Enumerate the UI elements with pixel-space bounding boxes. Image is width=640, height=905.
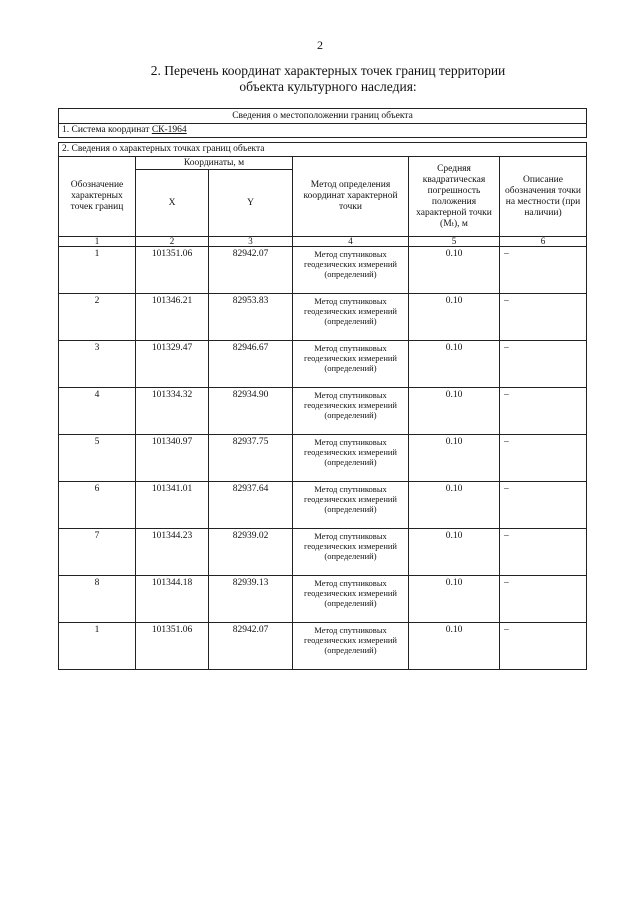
column-numbers-row [59,237,587,247]
cell-description: – [500,529,587,576]
table-row [59,341,587,388]
cell-point: 1 [59,247,136,294]
cell-error: 0.10 [409,294,500,341]
cell-method: Метод спутниковых геодезических измерений (определений) [293,388,409,435]
column-number: 6 [500,237,587,247]
points-section-title: 2. Сведения о характерных точках границ объекта [59,143,587,157]
cell-y: 82937.75 [209,435,293,482]
title-line-1: 2. Перечень координат характерных точек границ территории [150,63,506,78]
cell-point: 1 [59,623,136,670]
table-row [59,529,587,576]
table-row [59,623,587,670]
header-error: Средняя квадратическая погрешность положения характерной точки (Mₜ), м [409,157,500,237]
column-number: 3 [209,237,293,247]
cell-x: 101334.32 [136,388,209,435]
cell-y: 82939.13 [209,576,293,623]
cell-y: 82934.90 [209,388,293,435]
cell-x: 101346.21 [136,294,209,341]
document-title [100,63,556,95]
table-row [59,388,587,435]
cell-description: – [500,341,587,388]
cell-method: Метод спутниковых геодезических измерений (определений) [293,247,409,294]
cell-x: 101351.06 [136,247,209,294]
cell-y: 82942.07 [209,623,293,670]
cell-description: – [500,294,587,341]
page-number: 2 [317,38,323,52]
cell-error: 0.10 [409,388,500,435]
cell-error: 0.10 [409,482,500,529]
header-description: Описание обозначения точки на местности (при наличии) [500,157,587,237]
column-number: 2 [136,237,209,247]
cell-point: 4 [59,388,136,435]
coordinates-table [58,108,587,670]
header-point: Обозначение характерных точек границ [59,157,136,237]
cell-description: – [500,482,587,529]
cell-y: 82942.07 [209,247,293,294]
cell-x: 101344.23 [136,529,209,576]
table-row [59,576,587,623]
column-number: 1 [59,237,136,247]
cell-x: 101329.47 [136,341,209,388]
cell-description: – [500,247,587,294]
cell-description: – [500,435,587,482]
table-row [59,435,587,482]
cell-y: 82937.64 [209,482,293,529]
cell-y: 82953.83 [209,294,293,341]
cell-method: Метод спутниковых геодезических измерений (определений) [293,529,409,576]
cell-description: – [500,623,587,670]
cell-error: 0.10 [409,529,500,576]
cell-x: 101340.97 [136,435,209,482]
cell-x: 101351.06 [136,623,209,670]
header-y: Y [209,170,293,237]
cell-x: 101341.01 [136,482,209,529]
cell-error: 0.10 [409,341,500,388]
table-row [59,482,587,529]
cell-y: 82946.67 [209,341,293,388]
cell-error: 0.10 [409,435,500,482]
cell-y: 82939.02 [209,529,293,576]
cell-method: Метод спутниковых геодезических измерений (определений) [293,435,409,482]
cell-error: 0.10 [409,623,500,670]
coordinate-system-name: СК-1964 [151,125,187,135]
cell-point: 6 [59,482,136,529]
column-number: 4 [293,237,409,247]
cell-error: 0.10 [409,247,500,294]
cell-point: 5 [59,435,136,482]
cell-error: 0.10 [409,576,500,623]
cell-method: Метод спутниковых геодезических измерений (определений) [293,482,409,529]
table-row [59,294,587,341]
column-number: 5 [409,237,500,247]
cell-point: 8 [59,576,136,623]
title-line-2: объекта культурного наследия: [239,79,417,94]
cell-point: 2 [59,294,136,341]
header-x: X [136,170,209,237]
coordinate-system [59,124,587,138]
cell-method: Метод спутниковых геодезических измерений (определений) [293,341,409,388]
header-coordinates: Координаты, м [136,157,293,170]
cell-point: 7 [59,529,136,576]
cell-method: Метод спутниковых геодезических измерений (определений) [293,623,409,670]
cell-x: 101344.18 [136,576,209,623]
cell-description: – [500,576,587,623]
cell-point: 3 [59,341,136,388]
header-method: Метод определения координат характерной точки [293,157,409,237]
cell-method: Метод спутниковых геодезических измерений (определений) [293,576,409,623]
section-title: Сведения о местоположении границ объекта [59,109,587,124]
coordinate-system-prefix: 1. Система координат [62,125,152,135]
cell-method: Метод спутниковых геодезических измерений (определений) [293,294,409,341]
table-row [59,247,587,294]
cell-description: – [500,388,587,435]
